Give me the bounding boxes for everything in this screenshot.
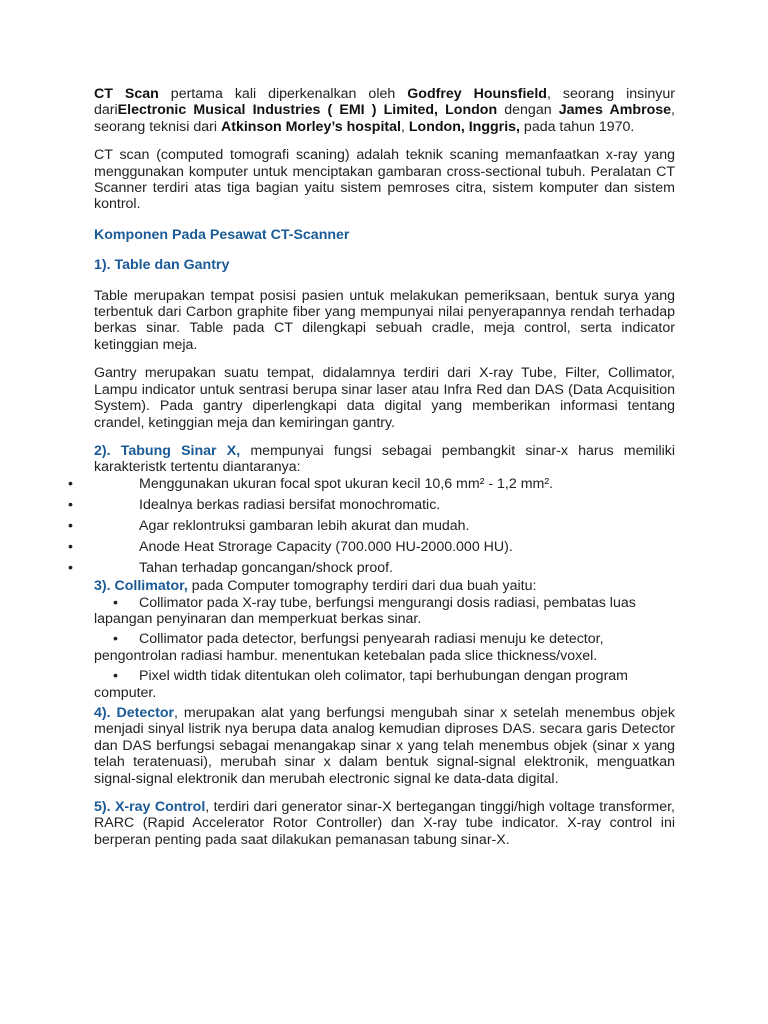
table-paragraph: Table merupakan tempat posisi pasien untuk melakukan pemeriksaan, bentuk surya yang terbentuk dari Carbon graphite fiber yang mempunyai nilai penyerapannya rendah terhadap berkas sinar. Table pada CT dilengkapi sebuah cradle, meja control, serta indicator ketinggian meja. xyxy=(94,287,675,353)
name-hounsfield: Godfrey Hounsfield xyxy=(407,86,547,102)
term-ct-scan: CT Scan xyxy=(94,86,159,102)
intro-text-5: , xyxy=(400,118,409,135)
heading-table-gantry: 1). Table dan Gantry xyxy=(94,257,230,274)
gantry-paragraph: Gantry merupakan suatu tempat, didalamnya terdiri dari X-ray Tube, Filter, Collimator, Lampu indicator untuk sentrasi berupa sinar laser atau Infra Red dan DAS (Data Acquisition System). Pada gantry diperlengkapi data digital yang memberikan informasi tentang crandel, ketinggian meja dan kemiringan gantry. xyxy=(94,365,675,431)
intro-paragraph xyxy=(94,86,675,135)
intro-text-2: , seorang insinyur dari xyxy=(94,86,676,119)
list-item: • Collimator pada detector, berfungsi penyearah radiasi menuju ke detector, pengontrolan radiasi hambur. menentukan ketebalan pada slice thickness/voxel. xyxy=(94,631,675,664)
list-item: • Idealnya berkas radiasi bersifat monochromatic. xyxy=(94,497,675,513)
collimator-label: 3). Collimator, xyxy=(94,578,188,595)
collimator-paragraph xyxy=(94,578,675,594)
tabung-paragraph xyxy=(94,443,675,476)
detector-text: , merupakan alat yang berfungsi mengubah sinar x setelah menembus objek menjadi sinyal listrik nya berupa data analog kemudian diproses DAS. secara garis Detector dan DAS berfungsi sebagai menangakap sinar x yang telah menembus objek (sinar x yang telah teratenuasi), merubah sinar x dalam bentuk signal-signal elektronik, menguatkan signal-signal elektronik dan merubah electronic signal ke data-data digital. xyxy=(94,704,675,787)
collimator-text: pada Computer tomography terdiri dari dua buah yaitu: xyxy=(187,578,537,595)
name-ambrose: James Ambrose xyxy=(558,102,672,119)
tabung-label: 2). Tabung Sinar X, xyxy=(94,442,241,459)
intro-text-3: dengan xyxy=(497,102,559,119)
list-item: • Pixel width tidak ditentukan oleh colimator, tapi berhubungan dengan program computer. xyxy=(94,668,675,701)
collimator-list xyxy=(94,595,675,701)
intro-text-6: pada tahun 1970. xyxy=(519,118,635,135)
detector-paragraph xyxy=(94,705,675,787)
intro-text-4: , seorang teknisi dari xyxy=(94,102,675,135)
place-london: London, Inggris, xyxy=(408,118,520,135)
xray-control-paragraph xyxy=(94,799,675,848)
tabung-list xyxy=(94,476,675,576)
list-item: • Agar reklontruksi gambaran lebih akurat dan mudah. xyxy=(94,518,675,534)
list-item: • Collimator pada X-ray tube, berfungsi mengurangi dosis radiasi, pembatas luas lapangan penyinaran dan memperkuat berkas sinar. xyxy=(94,595,675,628)
detector-label: 4). Detector xyxy=(94,704,175,721)
definition-paragraph: CT scan (computed tomografi scaning) adalah teknik scaning memanfaatkan x-ray yang menggunakan komputer untuk menciptakan gambaran cross-sectional tubuh. Peralatan CT Scanner terdiri atas tiga bagian yaitu sistem pemroses citra, sistem komputer dan sistem kontrol. xyxy=(94,147,675,213)
org-atkinson: Atkinson Morley’s hospital xyxy=(220,118,401,135)
list-item: • Tahan terhadap goncangan/shock proof. xyxy=(94,560,675,576)
document-page xyxy=(94,86,675,848)
list-item: • Anode Heat Strorage Capacity (700.000 HU-2000.000 HU). xyxy=(94,539,675,555)
intro-text-1: pertama kali diperkenalkan oleh xyxy=(158,86,408,102)
xray-control-label: 5). X-ray Control xyxy=(94,799,206,815)
heading-komponen: Komponen Pada Pesawat CT-Scanner xyxy=(94,226,350,243)
org-emi: Electronic Musical Industries ( EMI ) Limited, London xyxy=(117,102,498,119)
list-item: • Menggunakan ukuran focal spot ukuran kecil 10,6 mm² - 1,2 mm². xyxy=(94,476,675,492)
tabung-text: mempunyai fungsi sebagai pembangkit sinar-x harus memiliki karakteristk tertentu diantaranya: xyxy=(94,442,675,476)
xray-control-text: , terdiri dari generator sinar-X bertegangan tinggi/high voltage transformer, RARC (Rapid Accelerator Rotor Controller) dan X-ray tube indicator. X-ray control ini berperan penting pada saat dilakukan pemanasan tabung sinar-X. xyxy=(94,799,675,848)
